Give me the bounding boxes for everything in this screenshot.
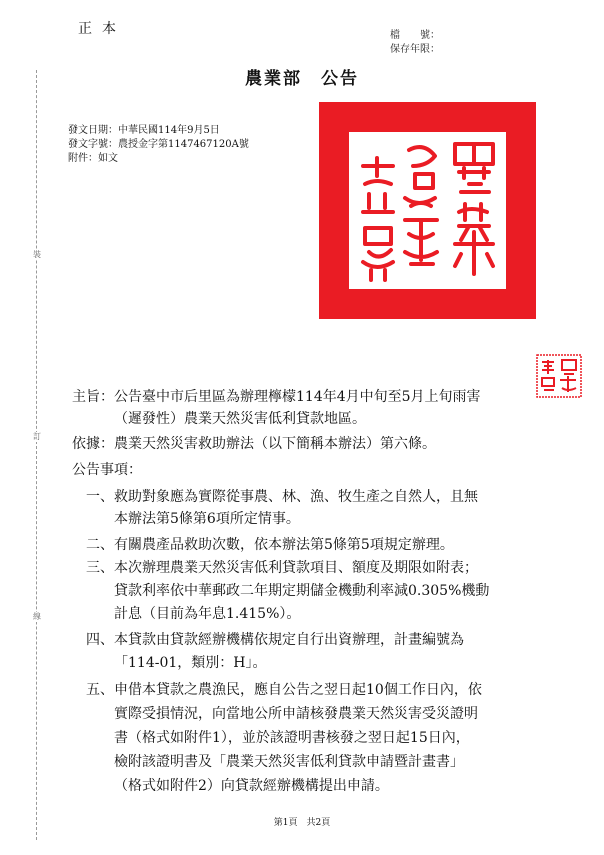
notice-item-1-line-2: 本辦法第5條第6項所定情事。 [114, 511, 300, 527]
notice-item-num-1: 一、 [86, 489, 114, 505]
basis-text: 農業天然災害救助辦法（以下簡稱本辦法）第六條。 [114, 436, 436, 452]
small-seal-icon [536, 354, 582, 398]
notice-item-3-line-3: 計息（目前為年息1.415%）。 [114, 606, 301, 622]
notice-label: 公告事項： [72, 462, 142, 478]
binding-char-top: 裝 [33, 250, 41, 259]
file-number-label: 檔 號： [390, 30, 440, 41]
page-title: 農業部 公告 [245, 69, 359, 89]
basis-label: 依據： [72, 436, 114, 452]
notice-item-5-line-1: 申借本貸款之農漁民，應自公告之翌日起10個工作日內，依 [114, 682, 482, 698]
subject-line-1: 公告臺中市后里區為辦理檸檬114年4月中旬至5月上旬雨害 [114, 389, 481, 405]
notice-item-3-line-2: 貸款利率依中華郵政二年期定期儲金機動利率減0.305%機動 [114, 583, 490, 599]
issue-number: 發文字號：農授金字第1147467120A號 [68, 139, 249, 150]
copy-mark: 正本 [78, 21, 126, 37]
notice-item-5-line-2: 實際受損情況，向當地公所申請核發農業天然災害受災證明 [114, 706, 478, 722]
notice-item-num-5: 五、 [86, 682, 114, 698]
binding-char-middle: 訂 [33, 432, 41, 441]
binding-char-bottom: 線 [33, 612, 41, 621]
notice-item-1-line-1: 救助對象應為實際從事農、林、漁、牧生產之自然人，且無 [114, 489, 478, 505]
subject-line-2: （遲發性）農業天然災害低利貸款地區。 [114, 411, 366, 427]
notice-item-2-line-1: 有關農產品救助次數，依本辦法第5條第5項規定辦理。 [114, 537, 454, 553]
binding-line [36, 70, 37, 840]
official-seal-icon [319, 102, 536, 319]
notice-item-5-line-5: （格式如附件2）向貸款經辦機構提出申請。 [114, 778, 389, 794]
notice-item-3-line-1: 本次辦理農業天然災害低利貸款項目、額度及期限如附表； [114, 560, 478, 576]
page-number: 第1頁 共2頁 [273, 818, 331, 828]
notice-item-5-line-3: 書（格式如附件1），並於該證明書核發之翌日起15日內， [114, 730, 470, 746]
subject-label: 主旨： [72, 389, 114, 405]
notice-item-num-4: 四、 [86, 632, 114, 648]
notice-item-num-3: 三、 [86, 560, 114, 576]
notice-item-4-line-1: 本貸款由貸款經辦機構依規定自行出資辦理，計畫編號為 [114, 632, 464, 648]
retention-label: 保存年限： [390, 44, 440, 55]
notice-item-5-line-4: 檢附該證明書及「農業天然災害低利貸款申請暨計畫書」 [114, 754, 464, 770]
issue-date: 發文日期：中華民國114年9月5日 [68, 125, 220, 136]
attachment-note: 附件：如文 [68, 153, 118, 164]
notice-item-4-line-2: 「114-01，類別：H」。 [114, 655, 267, 671]
notice-item-num-2: 二、 [86, 537, 114, 553]
